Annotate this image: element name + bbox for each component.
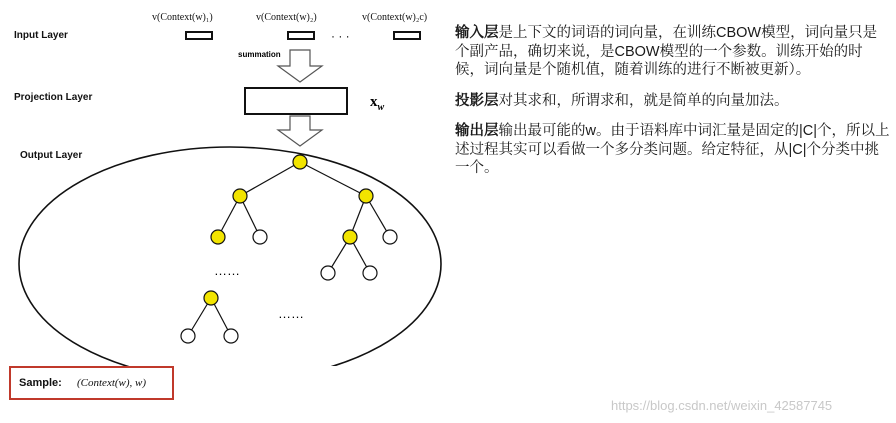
tree-ellipsis-right: …… <box>278 306 304 321</box>
tree-leaf-node <box>363 266 377 280</box>
input-layer-term: 输入层 <box>455 25 499 41</box>
huffman-internal-nodes <box>204 155 373 305</box>
sample-label: Sample: <box>19 377 62 389</box>
tree-ellipsis-left: …… <box>214 263 240 278</box>
tree-internal-node <box>204 291 218 305</box>
watermark-url: https://blog.csdn.net/weixin_42587745 <box>611 398 833 413</box>
explanation-panel <box>455 24 891 190</box>
tree-internal-node <box>211 230 225 244</box>
sample-box <box>9 366 174 400</box>
context-vector-label-1: v(Context(w)₁) <box>152 12 213 23</box>
sample-value: (Context(w), w) <box>77 377 147 389</box>
tree-leaf-node <box>224 329 238 343</box>
tree-leaf-node <box>321 266 335 280</box>
input-layer-label: Input Layer <box>14 30 68 41</box>
projection-box <box>245 88 347 114</box>
input-layer-explanation <box>455 24 891 80</box>
input-layer-description: 是上下文的词语的词向量，在训练CBOW模型，词向量只是个副产品，确切来说，是CBOW模型的一个参数。训练开始的时候，词向量是个随机值，随着训练的进行不断被更新）。 <box>455 25 878 78</box>
tree-root-node <box>293 155 307 169</box>
context-vector-label-2: v(Context(w)₂) <box>256 12 317 23</box>
tree-leaf-node <box>383 230 397 244</box>
summation-label: summation <box>238 50 281 59</box>
summation-arrow-icon <box>278 50 322 82</box>
tree-leaf-node <box>181 329 195 343</box>
projection-output-label: $x_w$ <box>370 94 385 113</box>
tree-leaf-node <box>253 230 267 244</box>
input-vector-box-2c <box>394 32 420 39</box>
cbow-diagram <box>0 0 450 366</box>
projection-layer-label: Projection Layer <box>14 92 93 103</box>
huffman-leaf-nodes <box>181 230 397 343</box>
input-vector-box-2 <box>288 32 314 39</box>
context-vector-label-2c: v(Context(w)₂c) <box>362 12 428 23</box>
tree-internal-node <box>233 189 247 203</box>
projection-layer-term: 投影层 <box>455 92 499 109</box>
projection-layer-explanation <box>455 92 891 111</box>
tree-internal-node <box>343 230 357 244</box>
output-layer-label: Output Layer <box>20 150 83 161</box>
output-layer-term: 输出层 <box>455 123 499 139</box>
input-vector-box-1 <box>186 32 212 39</box>
output-layer-description: 输出最可能的w。由于语料库中词汇量是固定的|C|个，所以上述过程其实可以看做一个多分类问题。给定特征，从|C|个分类中挑一个。 <box>455 123 890 176</box>
output-layer-explanation <box>455 122 891 178</box>
projection-to-output-arrow-icon <box>278 116 322 146</box>
tree-internal-node <box>359 189 373 203</box>
projection-layer-description: 对其求和，所谓求和，就是简单的向量加法。 <box>498 92 789 109</box>
input-ellipsis: · · · <box>331 29 350 43</box>
